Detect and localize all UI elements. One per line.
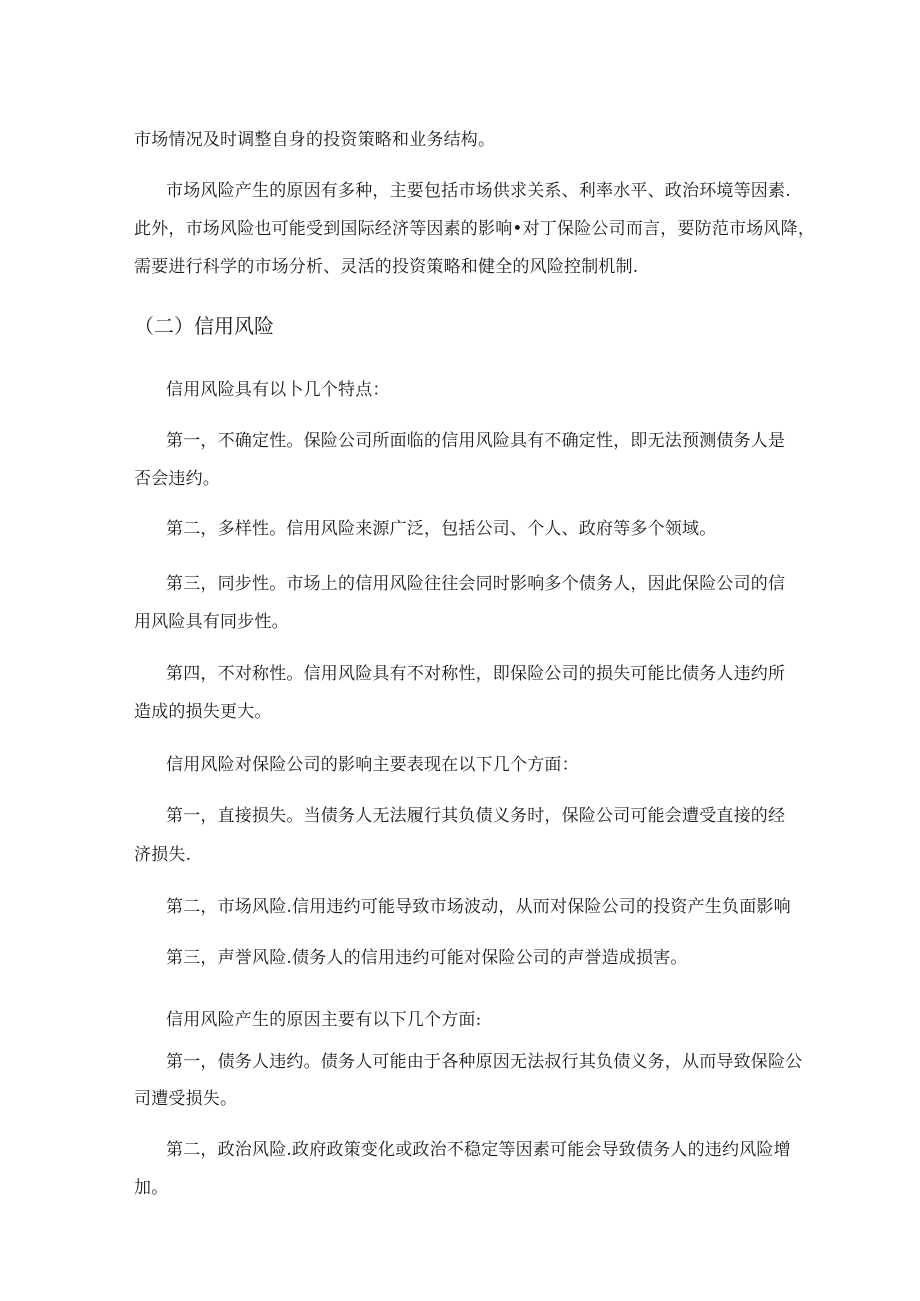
cause-1-line-1: 第一，债务人违约。债务人可能由于各种原因无法叔行其负债义务，从而导致保险公 bbox=[166, 1052, 803, 1072]
feature-3-line-2: 用风险具有同步性。 bbox=[134, 612, 289, 632]
impact-3-line-1: 第三，声誉风险.债务人的信用违约可能对保险公司的声誉造成损害。 bbox=[166, 948, 688, 968]
feature-1-line-1: 第一，不确定性。保险公司所面临的信用风险具有不确定性，即无法预测债务人是 bbox=[166, 431, 786, 451]
feature-1-line-2: 否会违约。 bbox=[134, 469, 220, 489]
feature-4-line-1: 第四，不对称性。信用风险具有不对称性，即保险公司的损失可能比债务人违约所 bbox=[166, 664, 786, 684]
market-risk-line-1: 市场风险产生的原因有多种，主要包括市场供求关系、利率水平、政治环境等因素. bbox=[166, 181, 791, 201]
impact-2-line-1: 第二，市场风险.信用违约可能导致市场波动，从而对保险公司的投资产生负面影响 bbox=[166, 897, 791, 917]
intro-line: 市场情况及时调整自身的投资策略和业务结构。 bbox=[134, 130, 496, 150]
impact-1-line-1: 第一，直接损失。当债务人无法履行其负债义务时，保险公司可能会遭受直接的经 bbox=[166, 806, 786, 826]
impact-intro: 信用风险对保险公司的影响主要表现在以下几个方面： bbox=[166, 755, 579, 775]
cause-2-line-2: 加。 bbox=[134, 1178, 169, 1198]
feature-3-line-1: 第三，同步性。市场上的信用风险往往会同时影响多个债务人，因此保险公司的信 bbox=[166, 574, 786, 594]
impact-1-line-2: 济损失. bbox=[134, 845, 192, 865]
feature-2-line-1: 第二，多样性。信用风险来源广泛，包括公司、个人、政府等多个领域。 bbox=[166, 519, 717, 539]
market-risk-line-2: 此外，市场风险也可能受到国际经济等因素的影响•对丁保险公司而言，要防范市场风降， bbox=[134, 219, 816, 239]
features-intro: 信用风险具有以卜几个特点： bbox=[166, 380, 390, 400]
cause-1-line-2: 司遭受损失。 bbox=[134, 1089, 238, 1109]
cause-2-line-1: 第二，政治风险.政府政策变化或政治不稳定等因素可能会导致债务人的违约风险增 bbox=[166, 1140, 791, 1160]
section-heading: （二）信用风险 bbox=[134, 314, 274, 338]
causes-intro: 信用风险产生的原因主要有以下几个方面: bbox=[166, 1010, 482, 1030]
market-risk-line-3: 需要进行科学的市场分析、灵活的投资策略和健全的风险控制机制. bbox=[134, 257, 639, 277]
feature-4-line-2: 造成的损失更大。 bbox=[134, 702, 272, 722]
